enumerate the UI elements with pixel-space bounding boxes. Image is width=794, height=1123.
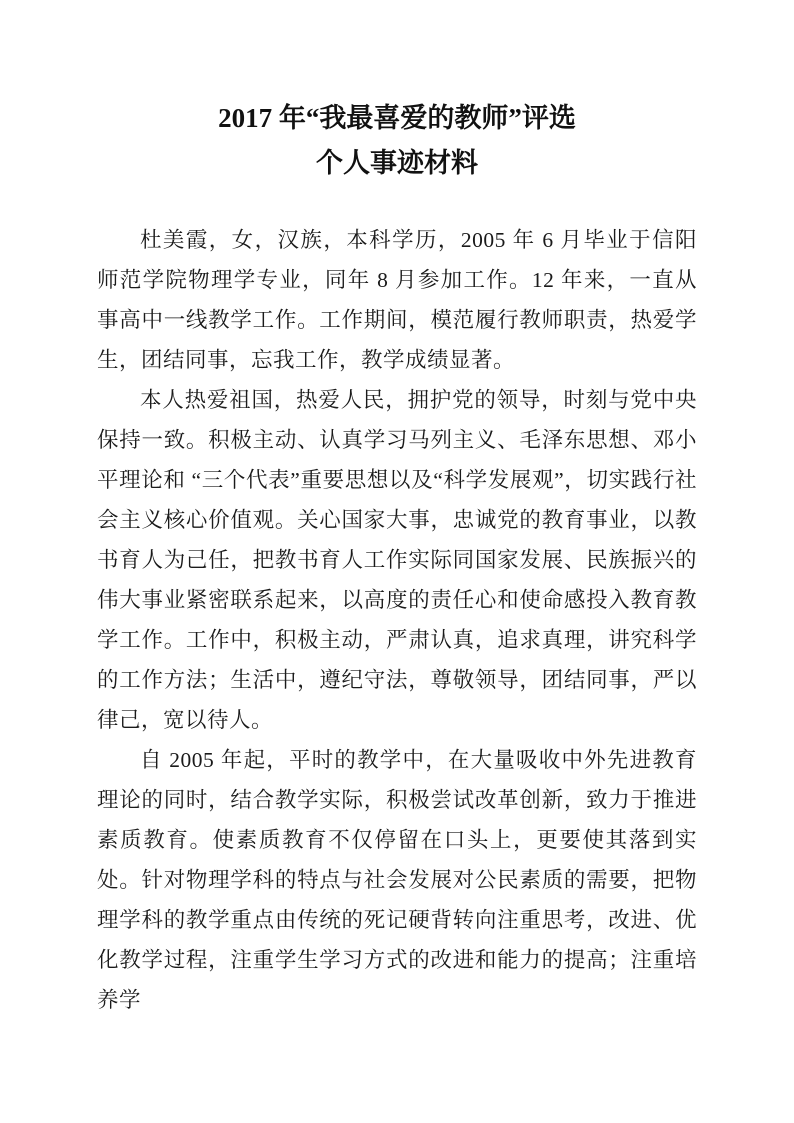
paragraph-teaching-reform: 自 2005 年起，平时的教学中，在大量吸收中外先进教育理论的同时，结合教学实际，积极尝试改革创新，致力于推进素质教育。使素质教育不仅停留在口头上，更要使其落到实处。针对物理学科的特点与社会发展对公民素质的需要，把物理学科的教学重点由传统的死记硬背转向注重思考，改进、优化教学过程，注重学生学习方式的改进和能力的提高；注重培养学 [97, 748, 697, 1012]
paragraph-political-stance: 本人热爱祖国，热爱人民，拥护党的领导，时刻与党中央保持一致。积极主动、认真学习马列主义、毛泽东思想、邓小平理论和 “三个代表”重要思想以及“科学发展观”，切实践行社会主义核心价值观。关心国家大事，忠诚党的教育事业，以教书育人为己任，把教书育人工作实际同国家发展、民族振兴的伟大事业紧密联系起来，以高度的责任心和使命感投入教育教学工作。工作中，积极主动，严肃认真，追求真理，讲究科学的工作方法；生活中，遵纪守法，尊敬领导，团结同事，严以律己，宽以待人。 [97, 388, 697, 732]
document-title [97, 96, 697, 186]
document-title-line-2: 个人事迹材料 [316, 148, 478, 178]
document-title-line-1: 2017 年“我最喜爱的教师”评选 [218, 103, 576, 133]
document-body [97, 220, 697, 1020]
paragraph-intro: 杜美霞，女，汉族，本科学历，2005 年 6 月毕业于信阳师范学院物理学专业，同年 8 月参加工作。12 年来，一直从事高中一线教学工作。工作期间，模范履行教师职责，热爱学生，团结同事，忘我工作，教学成绩显著。 [97, 228, 697, 372]
